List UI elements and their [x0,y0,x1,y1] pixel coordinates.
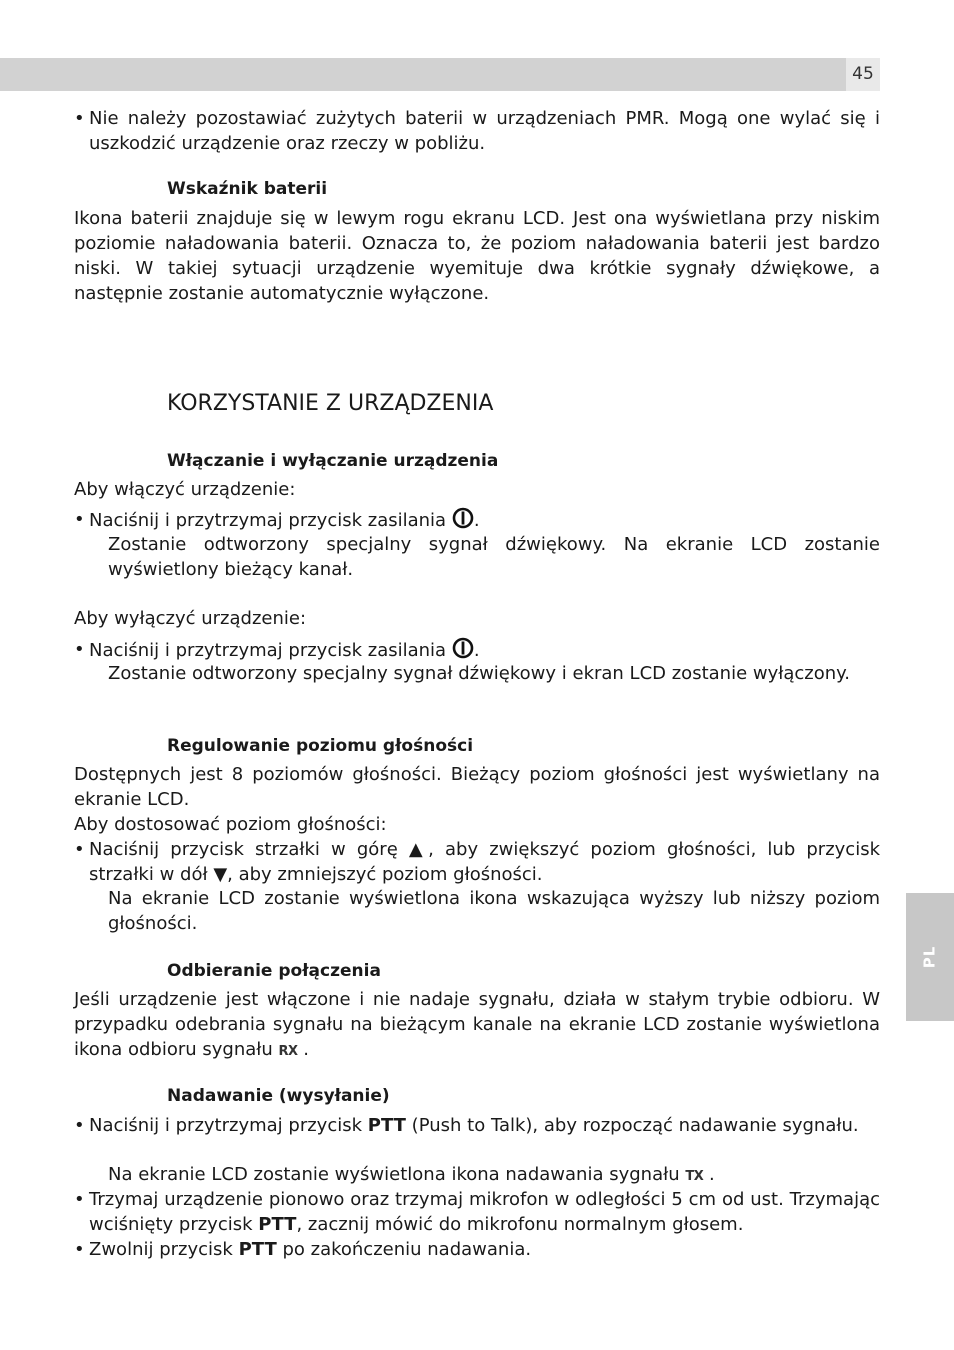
transmit-result-text: Na ekranie LCD zostanie wyświetlona ikona nadawania sygnału [108,1164,680,1185]
volume-heading: Regulowanie poziomu głośności [167,736,474,756]
volume-bullet-text-c: , aby zmniejszyć poziom głośności. [227,864,543,885]
tx-icon: TX [685,1169,704,1184]
transmit-bullet-1-text-b: (Push to Talk), aby rozpocząć nadawanie sygnału. [411,1115,859,1136]
power-on-intro: Aby włączyć urządzenie: [74,479,296,500]
transmit-bullet-2 [74,1187,880,1237]
power-on-result: Zostanie odtworzony specjalny sygnał dźwiękowy. Na ekranie LCD zostanie wyświetlony bieżący kanał. [108,534,880,580]
power-on-bullet: • Naciśnij i przytrzymaj przycisk zasilania . [74,507,880,533]
power-heading: Włączanie i wyłączanie urządzenia [167,451,499,471]
language-tab-label: PL [920,945,939,969]
battery-indicator-text: Ikona baterii znajduje się w lewym rogu ekranu LCD. Jest ona wyświetlana przy niskim poziomie naładowania baterii. Oznacza to, że poziom naładowania baterii jest bardzo niski. W takiej sytuacji urządzenie wyemituje dwa krótkie sygnały dźwiękowe, a następnie zostanie automatycznie wyłączone. [74,208,880,304]
arrow-down-icon: ▼ [213,864,228,885]
section-title: KORZYSTANIE Z URZĄDZENIA [167,391,494,416]
transmit-bullet-2-text-b: , zacznij mówić do mikrofonu normalnym głosem. [296,1214,744,1235]
rx-icon: RX [278,1044,298,1059]
volume-text: Dostępnych jest 8 poziomów głośności. Bieżący poziom głośności jest wyświetlany na ekranie LCD. [74,764,880,810]
battery-indicator-heading: Wskaźnik baterii [167,179,328,199]
transmit-bullet-3 [74,1237,880,1262]
receive-heading: Odbieranie połączenia [167,961,381,981]
ptt-label: PTT [367,1115,406,1136]
power-off-intro: Aby wyłączyć urządzenie: [74,608,307,629]
volume-result: Na ekranie LCD zostanie wyświetlona ikona wskazująca wyższy lub niższy poziom głośności. [108,888,880,934]
power-icon [452,637,474,659]
power-off-bullet: • Naciśnij i przytrzymaj przycisk zasilania . [74,637,880,663]
transmit-bullet-1-text-a: Naciśnij i przytrzymaj przycisk [89,1115,363,1136]
volume-bullet-text-a: Naciśnij przycisk strzałki w górę [89,839,398,860]
battery-warning: • Nie należy pozostawiać zużytych baterii w urządzeniach PMR. Mogą one wylać się i uszkodzić urządzenie oraz rzeczy w pobliżu. [74,106,880,156]
transmit-heading: Nadawanie (wysyłanie) [167,1086,390,1106]
volume-intro: Aby dostosować poziom głośności: [74,814,387,835]
header-bar [0,58,846,91]
page-number: 45 [846,58,880,91]
transmit-bullet-3-text-a: Zwolnij przycisk [89,1239,233,1260]
ptt-label: PTT [258,1214,297,1235]
transmit-bullet-1-result: Na ekranie LCD zostanie wyświetlona ikona nadawania sygnału TX . [108,1164,715,1185]
volume-bullet-text-b: , aby zwiększyć poziom głośności, lub przycisk strzałki w dół [89,839,880,885]
power-icon [452,507,474,529]
arrow-up-icon: ▲ [408,839,429,860]
transmit-bullet-3-text-b: po zakończeniu nadawania. [282,1239,532,1260]
power-on-bullet-text: Naciśnij i przytrzymaj przycisk zasilania [89,510,447,531]
power-off-bullet-text: Naciśnij i przytrzymaj przycisk zasilania [89,640,447,661]
volume-bullet [74,837,880,887]
language-tab [906,893,954,1021]
ptt-label: PTT [238,1239,277,1260]
receive-text: Jeśli urządzenie jest włączone i nie nadaje sygnału, działa w stałym trybie odbioru. W przypadku odebrania sygnału na bieżącym kanale na ekranie LCD zostanie wyświetlona ikona odbioru sygnału RX . [74,989,880,1060]
receive-text-body: Jeśli urządzenie jest włączone i nie nadaje sygnału, działa w stałym trybie odbioru. W przypadku odebrania sygnału na bieżącym kanale na ekranie LCD zostanie wyświetlona ikona odbioru sygnału [74,989,880,1060]
power-off-result: Zostanie odtworzony specjalny sygnał dźwiękowy i ekran LCD zostanie wyłączony. [108,663,850,684]
transmit-bullet-1 [74,1113,880,1138]
transmit-bullet-2-text-a: Trzymaj urządzenie pionowo oraz trzymaj mikrofon w odległości 5 cm od ust. Trzymając wciśnięty przycisk [89,1189,880,1235]
